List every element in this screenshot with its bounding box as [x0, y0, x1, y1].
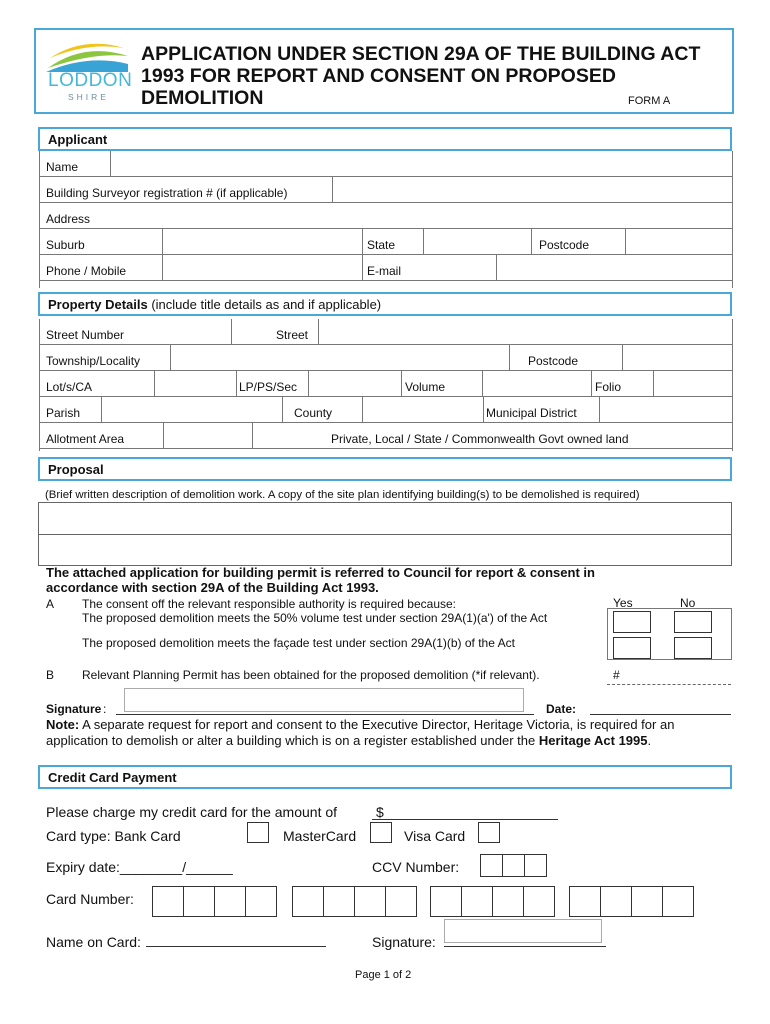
- parish-label: Parish: [46, 406, 81, 420]
- allotment-field[interactable]: [164, 423, 253, 448]
- signature-line: [116, 714, 534, 715]
- mastercard-label: MasterCard: [283, 828, 357, 844]
- facade-test-yes-checkbox[interactable]: [613, 637, 651, 659]
- address-label: Address: [46, 212, 91, 226]
- bank-card-checkbox[interactable]: [247, 822, 269, 843]
- county-field[interactable]: [363, 397, 484, 422]
- phone-field[interactable]: [163, 255, 363, 280]
- card-number-digit-9[interactable]: [430, 886, 462, 917]
- card-number-digit-4[interactable]: [245, 886, 277, 917]
- card-number-digit-16[interactable]: [662, 886, 694, 917]
- card-number-digit-2[interactable]: [183, 886, 215, 917]
- name-field[interactable]: [111, 151, 732, 176]
- row-suburb: [40, 229, 732, 255]
- parish-field[interactable]: [102, 397, 283, 422]
- loddon-shire-logo: [44, 38, 130, 72]
- applicant-grid: [39, 151, 733, 288]
- card-signature-box[interactable]: [444, 919, 602, 943]
- proposal-field-1[interactable]: [38, 502, 732, 535]
- form-title: APPLICATION UNDER SECTION 29A OF THE BUILDING ACT 1993 FOR REPORT AND CONSENT ON PROPOSED DEMOLITION: [141, 43, 701, 109]
- postcode-label: Postcode: [539, 238, 590, 252]
- township-field[interactable]: [171, 345, 510, 370]
- proposal-note: (Brief written description of demolition work. A copy of the site plan identifying building(s) to be demolished is required): [45, 489, 640, 501]
- row-address: [40, 203, 732, 229]
- lpps-field[interactable]: [309, 371, 402, 396]
- lot-field[interactable]: [155, 371, 237, 396]
- postcode-field[interactable]: [626, 229, 732, 254]
- name-label: Name: [46, 160, 79, 174]
- volume-label: Volume: [405, 380, 446, 394]
- section-a-text: The consent off the relevant responsible authority is required because:: [82, 597, 457, 611]
- dollar-sign: $: [376, 804, 384, 820]
- section-b-letter: B: [46, 668, 55, 682]
- card-number-digit-10[interactable]: [461, 886, 493, 917]
- phone-label: Phone / Mobile: [46, 264, 127, 278]
- permit-number-field[interactable]: [607, 684, 731, 685]
- row-name: [40, 151, 732, 177]
- row-township: [40, 345, 732, 371]
- card-number-digit-15[interactable]: [631, 886, 663, 917]
- date-label: Date:: [546, 702, 577, 716]
- row-lot: [40, 371, 732, 397]
- email-field[interactable]: [497, 255, 732, 280]
- township-label: Township/Locality: [46, 354, 141, 368]
- lot-label: Lot/s/CA: [46, 380, 93, 394]
- row-allotment: [40, 423, 732, 449]
- registration-field[interactable]: [333, 177, 732, 202]
- signature-label: Signature: [46, 702, 102, 716]
- proposal-field-2[interactable]: [38, 534, 732, 566]
- street-number-label: Street Number: [46, 328, 125, 342]
- land-type-field[interactable]: [253, 423, 732, 448]
- card-signature-label: Signature:: [372, 934, 436, 950]
- ccv-digit-3[interactable]: [524, 854, 547, 877]
- state-field[interactable]: [424, 229, 532, 254]
- card-number-digit-8[interactable]: [385, 886, 417, 917]
- card-number-digit-13[interactable]: [569, 886, 601, 917]
- card-number-digit-7[interactable]: [354, 886, 386, 917]
- address-field[interactable]: [40, 203, 732, 228]
- state-label: State: [367, 238, 396, 252]
- logo-sub: SHIRE: [68, 92, 109, 102]
- visa-label: Visa Card: [404, 828, 466, 844]
- ccv-digit-2[interactable]: [502, 854, 525, 877]
- card-number-digit-11[interactable]: [492, 886, 524, 917]
- property-grid: [39, 319, 733, 451]
- ccv-digit-1[interactable]: [480, 854, 503, 877]
- folio-label: Folio: [595, 380, 622, 394]
- applicant-heading: Applicant: [38, 127, 732, 151]
- suburb-field[interactable]: [163, 229, 363, 254]
- payment-heading: Credit Card Payment: [38, 765, 732, 789]
- email-label: E-mail: [367, 264, 402, 278]
- mastercard-checkbox[interactable]: [370, 822, 392, 843]
- card-number-digit-5[interactable]: [292, 886, 324, 917]
- permit-number-hash: #: [613, 668, 620, 682]
- row-registration: [40, 177, 732, 203]
- municipal-label: Municipal District: [486, 406, 577, 420]
- logo-name: LODDON: [48, 70, 133, 91]
- volume-test-yes-checkbox[interactable]: [613, 611, 651, 633]
- volume-test-no-checkbox[interactable]: [674, 611, 712, 633]
- charge-label: Please charge my credit card for the amount of: [46, 804, 338, 820]
- street-field[interactable]: [319, 319, 732, 344]
- county-label: County: [294, 406, 333, 420]
- section-b-text: Relevant Planning Permit has been obtained for the proposed demolition (*if relevant).: [82, 668, 540, 682]
- allotment-label: Allotment Area: [46, 432, 125, 446]
- heritage-note: Note: A separate request for report and consent to the Executive Director, Heritage Victoria, is required for an application to demolish or alter a building which is on a register established under the Heritage Act 1995.: [46, 717, 675, 748]
- card-number-digit-3[interactable]: [214, 886, 246, 917]
- card-number-digit-14[interactable]: [600, 886, 632, 917]
- card-number-label: Card Number:: [46, 891, 134, 907]
- suburb-label: Suburb: [46, 238, 85, 252]
- property-postcode-label: Postcode: [528, 354, 579, 368]
- yes-header: Yes: [613, 596, 633, 610]
- card-number-digit-1[interactable]: [152, 886, 184, 917]
- card-number-digit-6[interactable]: [323, 886, 355, 917]
- no-header: No: [680, 596, 696, 610]
- referral-statement: The attached application for building permit is referred to Council for report & consent in accordance with section 29A of the Building Act 1993.: [46, 565, 595, 595]
- registration-label: Building Surveyor registration # (if applicable): [46, 186, 288, 200]
- facade-test-text: The proposed demolition meets the façade test under section 29A(1)(b) of the Act: [82, 636, 515, 650]
- lpps-label: LP/PS/Sec: [239, 380, 298, 394]
- land-type-label: Private, Local / State / Commonwealth Govt owned land: [331, 432, 629, 446]
- ccv-label: CCV Number:: [372, 859, 460, 875]
- name-on-card-field[interactable]: [146, 946, 326, 947]
- visa-checkbox[interactable]: [478, 822, 500, 843]
- row-street: [40, 319, 732, 345]
- card-number-digit-12[interactable]: [523, 886, 555, 917]
- signature-field[interactable]: [124, 688, 524, 712]
- property-heading: Property Details (include title details as and if applicable): [38, 292, 732, 316]
- expiry-field[interactable]: Expiry date:________/______: [46, 859, 233, 875]
- form-code: FORM A: [628, 95, 671, 107]
- proposal-heading: Proposal: [38, 457, 732, 481]
- row-phone: [40, 255, 732, 281]
- row-parish: [40, 397, 732, 423]
- property-postcode-field[interactable]: [623, 345, 732, 370]
- amount-field[interactable]: [372, 819, 558, 820]
- volume-field[interactable]: [483, 371, 592, 396]
- card-type-label: Card type: Bank Card: [46, 828, 181, 844]
- card-signature-line: [444, 946, 606, 947]
- name-on-card-label: Name on Card:: [46, 934, 141, 950]
- folio-field[interactable]: [654, 371, 732, 396]
- page-number: Page 1 of 2: [355, 969, 412, 981]
- section-a-letter: A: [46, 597, 55, 611]
- municipal-field[interactable]: [600, 397, 732, 422]
- volume-test-text: The proposed demolition meets the 50% volume test under section 29A(1)(a') of the Act: [82, 611, 548, 625]
- street-label: Street: [276, 328, 309, 342]
- date-field[interactable]: [590, 714, 731, 715]
- facade-test-no-checkbox[interactable]: [674, 637, 712, 659]
